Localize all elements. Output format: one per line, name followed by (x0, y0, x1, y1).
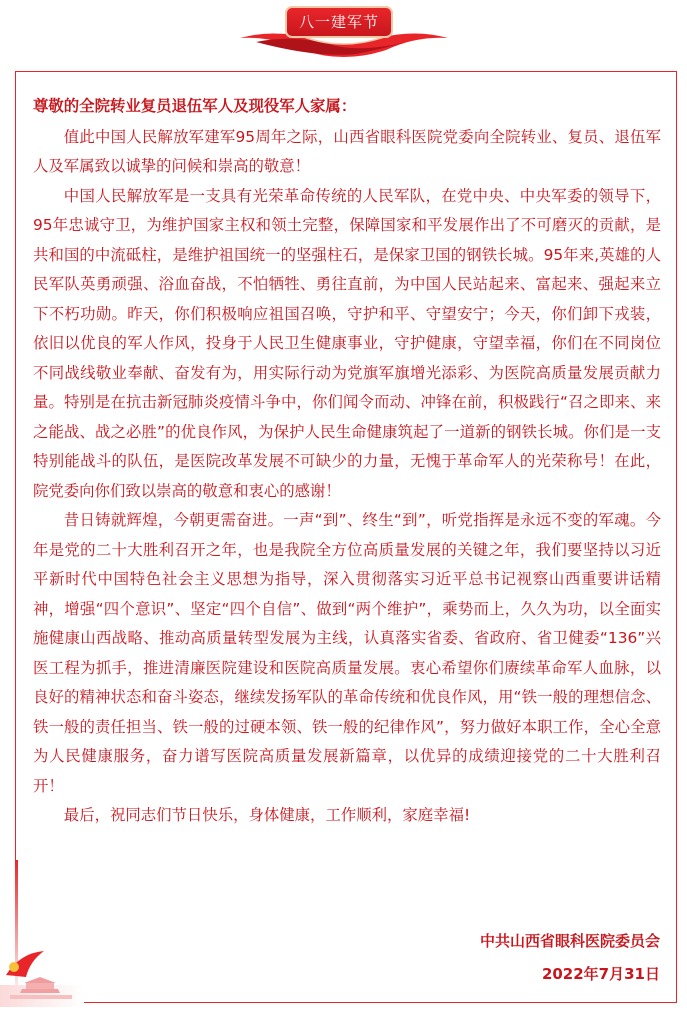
paragraph-3: 昔日铸就辉煌，今朝更需奋进。一声“到”、终生“到”，听党指挥是永远不变的军魂。今年是党的二十大胜利召开之年，也是我院全方位高质量发展的关键之年，我们要坚持以习近平新时代中国特色社会主义思想为指导，深入贯彻落实习近平总书记视察山西重要讲话精神，增强“四个意识”、坚定“四个自信”、做到“两个维护”，乘势而上，久久为功，以全面实施健康山西战略、推动高质量转型发展为主线，认真落实省委、省政府、省卫健委“136”兴医工程为抓手，推进清廉医院建设和医院高质量发展。衷心希望你们赓续革命军人血脉，以良好的精神状态和奋斗姿态，继续发扬军队的革命传统和优良作风，用“铁一般的理想信念、铁一般的责任担当、铁一般的过硬本领、铁一般的纪律作风”，努力做好本职工作，全心全意为人民健康服务，奋力谱写医院高质量发展新篇章，以优异的成绩迎接党的二十大胜利召开！ (33, 511, 661, 795)
paragraph-1: 值此中国人民解放军建军95周年之际，山西省眼科医院党委向全院转业、复员、退伍军人及军属致以诚挚的问候和崇高的敬意！ (33, 127, 661, 175)
paragraph-4: 最后，祝同志们节日快乐，身体健康，工作顺利，家庭幸福! (63, 806, 471, 824)
signature-block (480, 925, 660, 991)
paragraph-2: 中国人民解放军是一支具有光荣革命传统的人民军队，在党中央、中央军委的领导下，95年忠诚守卫，为维护国家主权和领土完整，保障国家和平发展作出了不可磨灭的贡献，是共和国的中流砥柱，是维护祖国统一的坚强柱石，是保家卫国的钢铁长城。95年来,英雄的人民军队英勇顽强、浴血奋战，不怕牺牲、勇往直前，为中国人民站起来、富起来、强起来立下不朽功勋。昨天，你们积极响应祖国召唤，守护和平、守望安宁；今天，你们卸下戎装，依旧以优良的军人作风，投身于人民卫生健康事业，守护健康，守望幸福，你们在不同岗位不同战线敬业奉献、奋发有为，用实际行动为党旗军旗增光添彩、为医院高质量发展贡献力量。特别是在抗击新冠肺炎疫情斗争中，你们闻令而动、冲锋在前，积极践行“召之即来、来之能战、战之必胜”的优良作风，为保护人民生命健康筑起了一道新的钢铁长城。你们是一支特别能战斗的队伍，是医院改革发展不可缺少的力量，无愧于革命军人的光荣称号！在此，院党委向你们致以崇高的敬意和衷心的感谢！ (33, 186, 661, 500)
salutation: 尊敬的全院转业复员退伍军人及现役军人家属： (33, 97, 357, 115)
header-banner (0, 0, 687, 70)
holiday-tag: 八一建军节 (285, 6, 393, 38)
date: 2022年7月31日 (541, 965, 660, 983)
party-emblem-tiananmen-icon (0, 945, 84, 1007)
signature: 中共山西省眼科医院委员会 (479, 932, 660, 950)
letter-body (33, 92, 661, 831)
